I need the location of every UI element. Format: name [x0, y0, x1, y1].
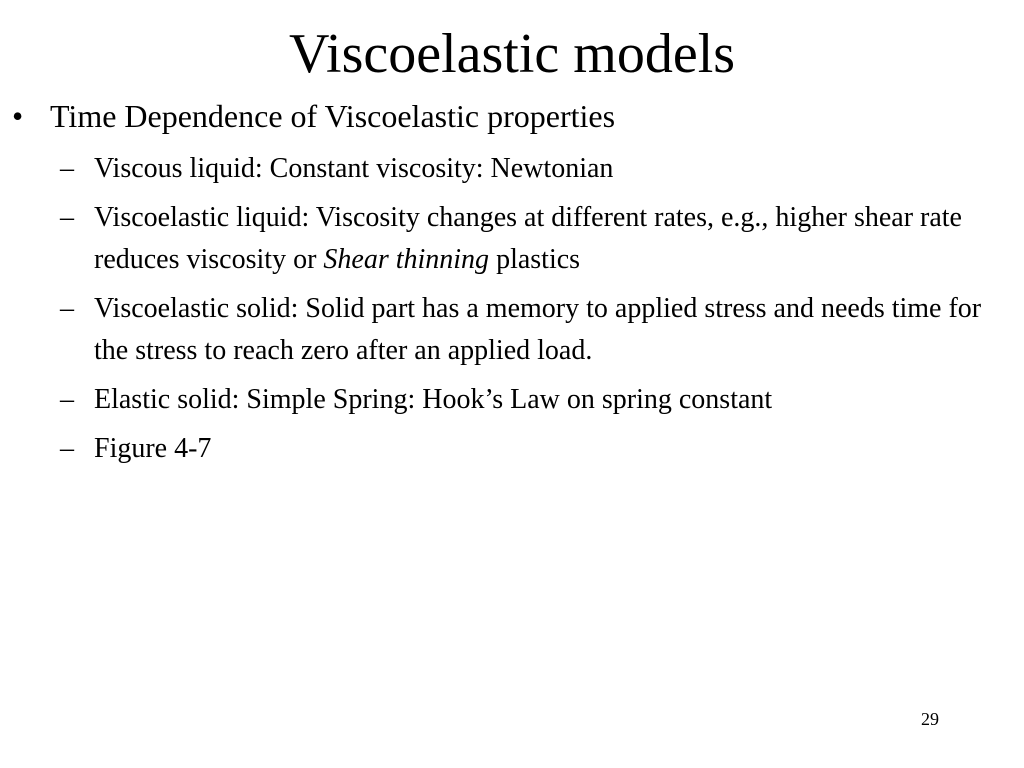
sub-bullet-text-start: Viscoelastic liquid: Viscosity changes at different rates, e.g., higher shear rate reduces viscosity or [94, 202, 962, 275]
dash-marker: – [60, 384, 74, 415]
sub-bullet-item [60, 288, 1020, 372]
italic-term: Shear thinning [323, 244, 490, 275]
dash-marker: – [60, 153, 74, 184]
dash-marker: – [60, 202, 74, 233]
sub-bullet-item [60, 428, 1020, 470]
sub-bullet-item [60, 197, 1020, 281]
dash-marker: – [60, 293, 74, 324]
sub-bullet-item [60, 379, 1020, 421]
sub-bullet-text-end: plastics [489, 244, 581, 275]
slide-title: Viscoelastic models [288, 23, 736, 85]
sub-bullet-text [94, 197, 1020, 281]
bullet-marker: • [12, 98, 24, 134]
sub-bullet-text: Viscoelastic solid: Solid part has a memory to applied stress and needs time for the stress to reach zero after an applied load. [94, 293, 982, 366]
main-bullet-text: Time Dependence of Viscoelastic properties [50, 98, 616, 134]
sub-bullet-text: Viscous liquid: Constant viscosity: Newtonian [94, 153, 614, 184]
sub-bullet-text: Figure 4-7 [94, 433, 212, 464]
page-number: 29 [921, 709, 939, 729]
sub-bullet-list [60, 148, 1020, 477]
dash-marker: – [60, 433, 74, 464]
sub-bullet-item [60, 148, 1020, 190]
sub-bullet-text: Elastic solid: Simple Spring: Hook’s Law on spring constant [94, 384, 773, 415]
